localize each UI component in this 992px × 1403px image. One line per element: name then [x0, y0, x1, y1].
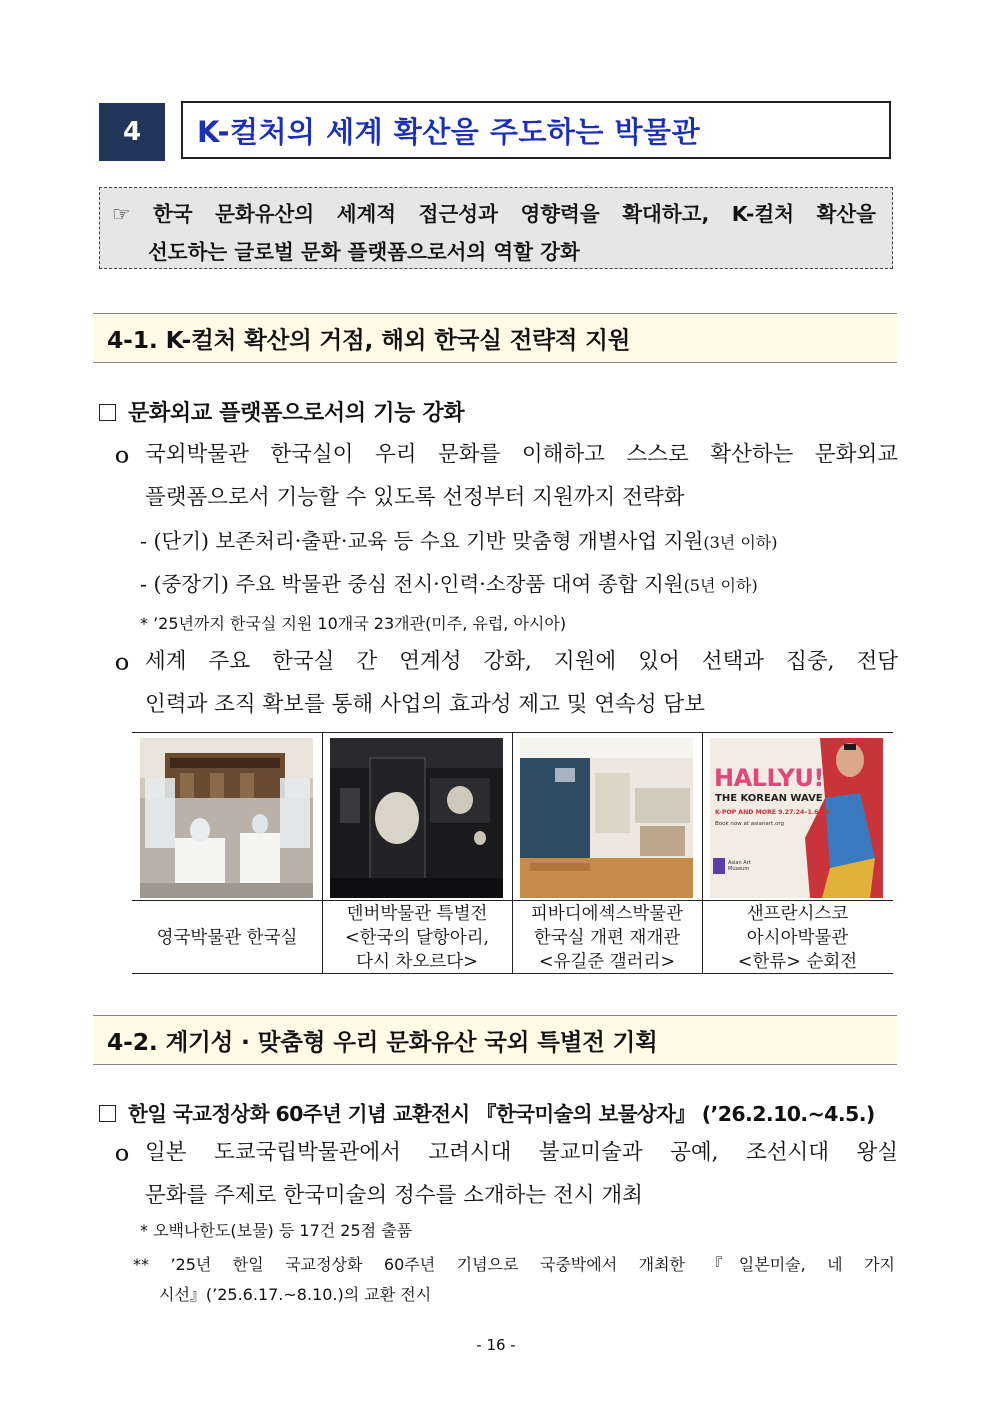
checkbox-heading-text: 문화외교 플랫폼으로서의 기능 강화: [128, 401, 465, 426]
caption-line: 한국실 개편 재개관: [533, 927, 681, 948]
subsection-heading-4-2: 4-2. 계기성 · 맞춤형 우리 문화유산 국외 특별전 기획: [93, 1015, 897, 1065]
photo-caption: [512, 900, 702, 974]
circle-bullet-icon: ｏ: [112, 443, 132, 467]
section-number: 4: [99, 103, 165, 161]
summary-box: [99, 187, 893, 269]
denver-exhibition-photo: [330, 738, 503, 898]
note-1: * ’25년까지 한국실 지원 10개국 23개관(미주, 유럽, 아시아): [140, 614, 567, 633]
dash-item-2-text: - (중장기) 주요 박물관 중심 전시·인력·소장품 대여 종합 지원: [140, 572, 684, 596]
photo-caption: [132, 900, 322, 974]
section-title: K-컬처의 세계 확산을 주도하는 박물관: [181, 101, 891, 159]
square-bullet-icon: [99, 1105, 116, 1122]
dash-item-2: [140, 567, 758, 597]
paragraph-1-line-1: 국외박물관 한국실이 우리 문화를 이해하고 스스로 확산하는 문화외교: [145, 442, 898, 467]
summary-line-1: ☞ 한국 문화유산의 세계적 접근성과 영향력을 확대하고, K-컬처 확산을: [112, 202, 876, 226]
photo-cell-asian-art-museum: [702, 733, 893, 973]
paragraph-1: [112, 433, 898, 519]
poster-subtitle: THE KOREAN WAVE: [715, 793, 823, 804]
caption-line: <한국의 달항아리,: [344, 927, 490, 948]
paragraph-3: [112, 1131, 898, 1217]
note-3-line-2: 시선』(’25.6.17.~8.10.)의 교환 전시: [159, 1285, 432, 1304]
dash-item-1: [140, 524, 777, 554]
photo-table: [132, 732, 893, 974]
paragraph-3-line-2: 문화를 주제로 한국미술의 정수를 소개하는 전시 개최: [145, 1183, 643, 1208]
dash-item-2-period: (5년 이하): [683, 576, 758, 595]
note-3-line-1: ** ’25년 한일 국교정상화 60주년 기념으로 국중박에서 개최한 『일본미술, 네 가지: [133, 1255, 895, 1274]
dash-item-1-text: - (단기) 보존처리·출판·교육 등 수요 기반 맞춤형 개별사업 지원: [140, 529, 704, 553]
circle-bullet-icon: ｏ: [112, 650, 132, 674]
poster-dates: K-POP AND MORE 9.27.24–1.6.25: [715, 809, 830, 816]
caption-line: 영국박물관 한국실: [156, 927, 298, 948]
caption-line: 샌프란시스코: [746, 903, 849, 924]
paragraph-2-line-2: 인력과 조직 확보를 통해 사업의 효과성 제고 및 연속성 담보: [145, 692, 705, 717]
paragraph-1-line-2: 플랫폼으로서 기능할 수 있도록 선정부터 지원까지 전략화: [145, 485, 685, 510]
caption-line: 덴버박물관 특별전: [346, 903, 488, 924]
paragraph-2-line-1: 세계 주요 한국실 간 연계성 강화, 지원에 있어 선택과 집중, 전담: [145, 649, 898, 674]
note-3: [133, 1250, 895, 1310]
paragraph-3-line-1: 일본 도쿄국립박물관에서 고려시대 불교미술과 공예, 조선시대 왕실: [145, 1140, 898, 1165]
photo-cell-denver: [322, 733, 512, 973]
caption-line: <유길준 갤러리>: [538, 951, 676, 972]
summary-line-2: 선도하는 글로벌 문화 플랫폼으로서의 역할 강화: [148, 240, 580, 264]
checkbox-heading-text: 한일 국교정상화 60주년 기념 교환전시 『한국미술의 보물상자』 (’26.2.10.~4.5.): [128, 1102, 875, 1126]
caption-line: 피바디에섹스박물관: [530, 903, 684, 924]
poster-logo-text: Asian Art Museum: [728, 860, 751, 872]
poster-booking: Book now at asianart.org: [715, 821, 784, 827]
photo-cell-british-museum: [132, 733, 322, 973]
note-2: * 오백나한도(보물) 등 17건 25점 출품: [140, 1221, 413, 1240]
caption-line: 아시아박물관: [746, 927, 849, 948]
caption-line: 다시 차오르다>: [356, 951, 478, 972]
photo-cell-peabody-essex: [512, 733, 702, 973]
page-number: - 16 -: [476, 1336, 516, 1354]
hallyu-poster: [710, 738, 883, 898]
photo-caption: [322, 900, 512, 974]
circle-bullet-icon: ｏ: [112, 1141, 132, 1165]
square-bullet-icon: [99, 404, 116, 421]
paragraph-2: [112, 640, 898, 726]
dash-item-1-period: (3년 이하): [703, 533, 778, 552]
british-museum-photo: [140, 738, 313, 898]
poster-title: HALLYU!: [714, 764, 824, 792]
checkbox-heading-1: [99, 396, 464, 427]
peabody-essex-gallery-photo: [520, 738, 693, 898]
caption-line: <한류> 순회전: [737, 951, 858, 972]
subsection-heading-4-1: 4-1. K-컬처 확산의 거점, 해외 한국실 전략적 지원: [93, 313, 897, 363]
checkbox-heading-2: [99, 1097, 875, 1127]
photo-caption: [702, 900, 893, 974]
